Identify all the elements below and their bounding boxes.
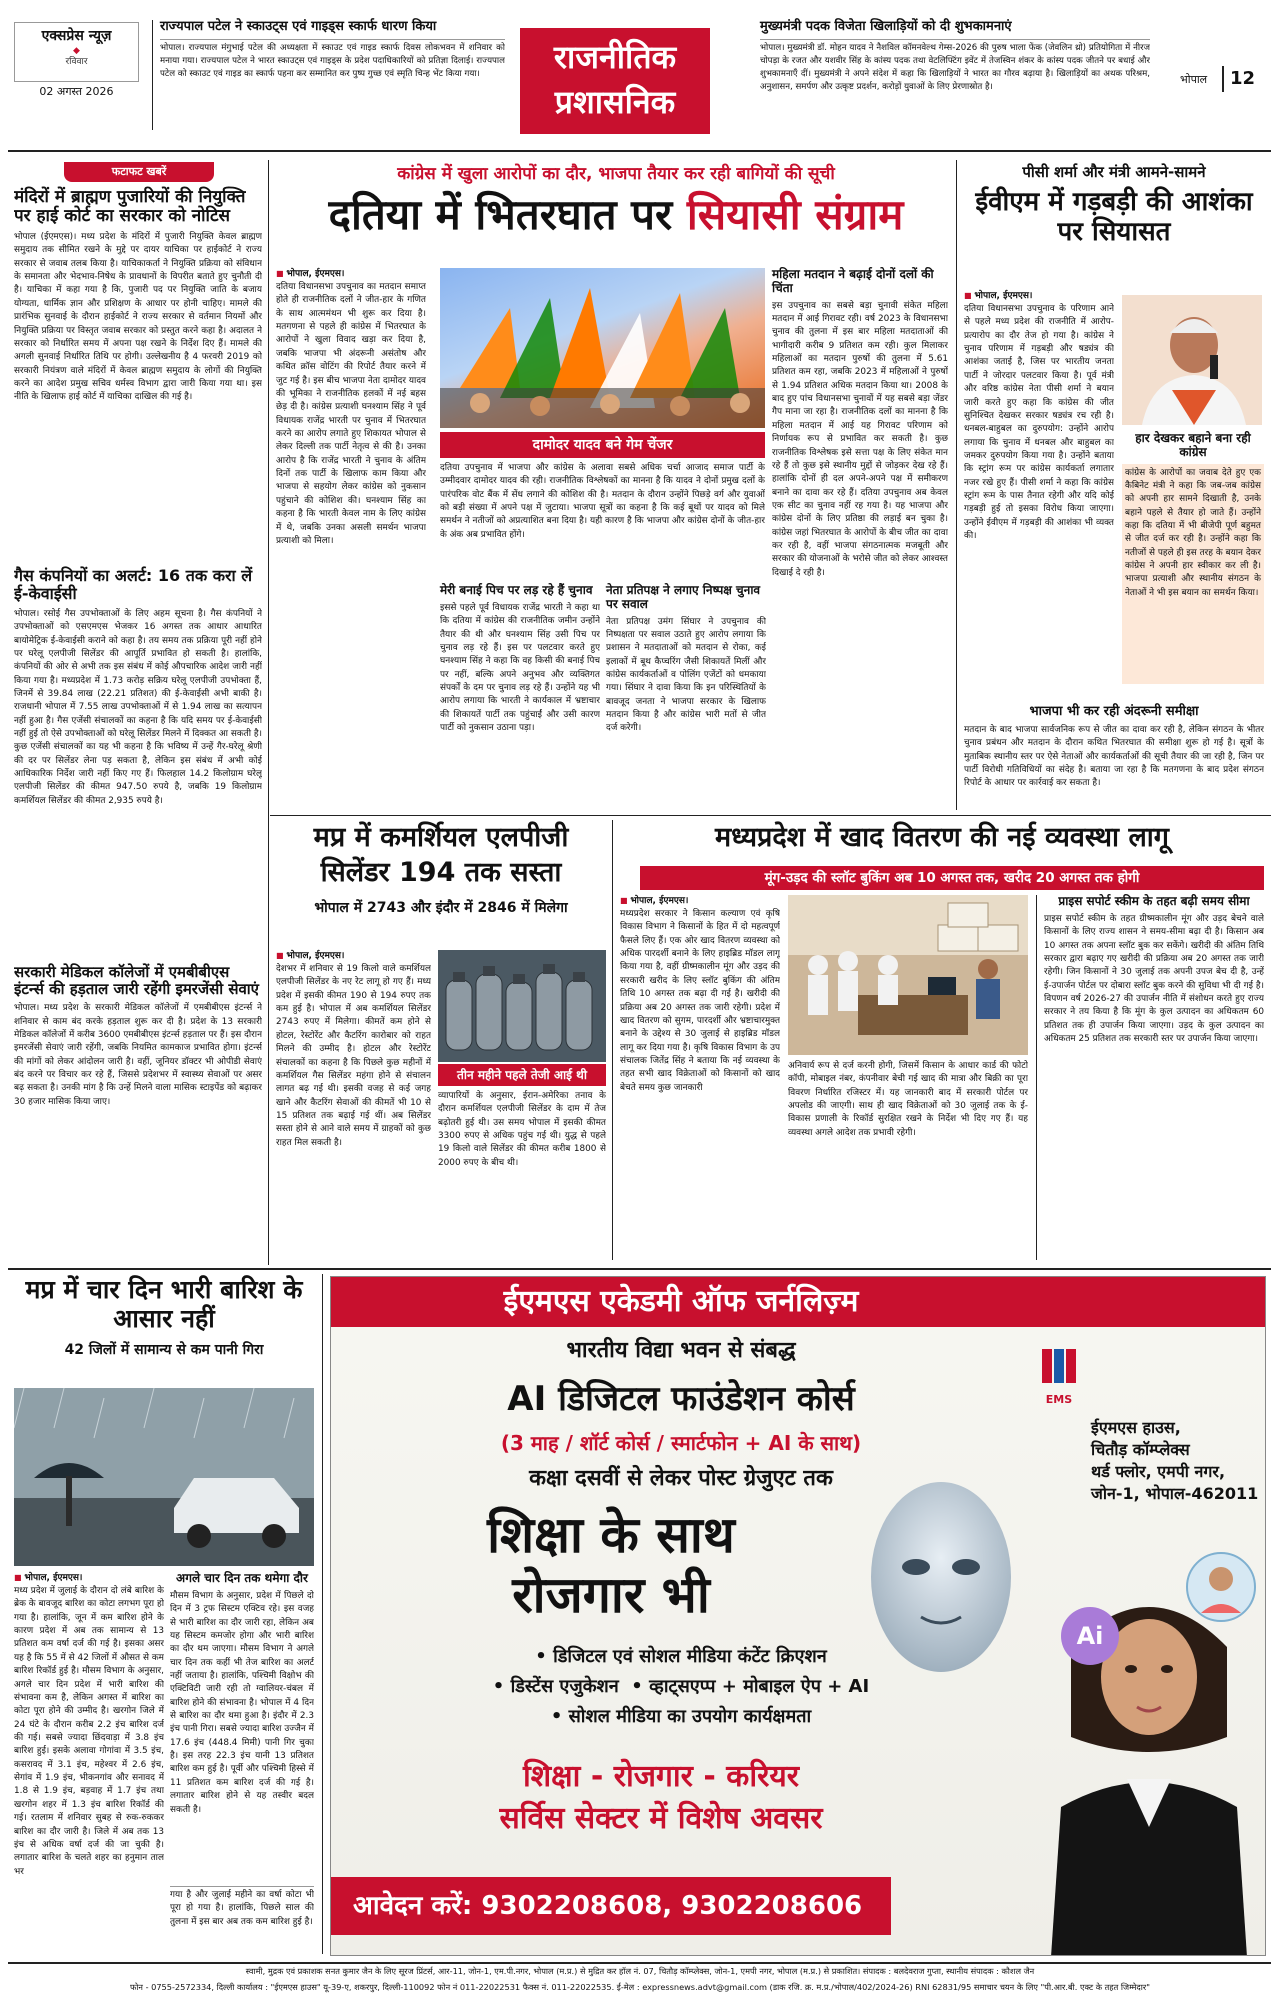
ad-address-3: थर्ड फ्लोर, एमपी नगर,: [1091, 1462, 1226, 1481]
bullet-icon: •: [492, 1676, 511, 1697]
ems-academy-ad: [330, 1276, 1266, 1956]
brief-governor: [160, 18, 505, 102]
rain-dateline: ■ भोपाल, ईएमएस।: [14, 1572, 164, 1585]
evm-text: दतिया विधानसभा उपचुनाव के परिणाम आने से पहले मध्य प्रदेश की राजनीति में आरोप-प्रत्यारोप का दौर तेज हो गया है। कांग्रेस ने चुनाव परिणाम में गड़बड़ी और षड्यंत्र की आशंका जताई है, जिस पर भारतीय जनता पार्टी ने जोरदार पलटवार किया है। पूर्व मंत्री और वरिष्ठ कांग्रेस नेता पीसी शर्मा ने बयान जारी करते हुए कहा कि कांग्रेस की जीत सुनिश्चित देखकर सरकार षड्यंत्र रच रही है। धनबल-बाहुबल का दुरुपयोग: उन्होंने आरोप लगाया कि चुनाव में धनबल और बाहुबल का जमकर दुरुपयोग किया गया है। उन्होंने बताया कि स्ट्रांग रूम पर कांग्रेस कार्यकर्ता लगातार नजर रखे हुए हैं। पीसी शर्मा ने कहा कि कांग्रेस स्ट्रांग रूम के पास तैनात रहेगी और यदि कोई गड़बड़ी हुई तो इसका विरोध किया जाएगा। उन्होंने ईवीएम में गड़बड़ी की आशंका भी व्यक्त की।: [964, 304, 1114, 542]
rainy-street-illustration: [14, 1388, 314, 1566]
ad-phones[interactable]: 9302208608, 9302208606: [481, 1891, 863, 1921]
datia-sub3-text: इस उपचुनाव का सबसे बड़ा चुनावी संकेत महिला मतदान में आई गिरावट रही। वर्ष 2023 के विधानसभा चुनाव की तुलना में इस बार महिला मतदाताओं की भागीदारी करीब 9 प्रतिशत कम रही। कुल मिलाकर महिलाओं का मतदान पुरुषों की तुलना में 5.61 प्रतिशत कम रहा, जबकि 2023 में महिलाओं ने पुरुषों से 1.94 प्रतिशत अधिक मतदान किया था। 2008 के बाद हुए पांच विधानसभा चुनावों में यह सबसे बड़ा जेंडर गैप माना जा रहा है। राजनीतिक दलों का मानना है कि महिला मतदान में आई यह गिरावट परिणाम को निर्णायक रूप से प्रभावित कर सकती है। कुछ राजनीतिक विश्लेषक इसे सत्ता पक्ष के लिए संकेत मान रहे हैं तो कुछ इसे स्थानीय मुद्दों से जोड़कर देख रहे हैं। हालांकि दोनों ही दल अपने-अपने पक्ष में समीकरण बनाने का दावा कर रहे हैं। दतिया उपचुनाव अब केवल एक सीट का चुनाव नहीं रह गया है। यह भाजपा और कांग्रेस दोनों के लिए प्रतिष्ठा की लड़ाई बन चुका है। कांग्रेस जहां भितरघात के आरोपों के बीच जीत का दावा कर रही है, वहीं भाजपा संगठनात्मक मजबूती और सरकार की योजनाओं के भरोसे जीत को लेकर आश्वस्त दिखाई दे रही है।: [772, 300, 948, 578]
price-support-text: प्राइस सपोर्ट स्कीम के तहत ग्रीष्मकालीन मूंग और उड़द बेचने वाले किसानों के लिए राज्य शासन ने समय-सीमा बढ़ा दी है। किसान अब 10 अगस्त तक अपना स्लॉट बुक कर सकेंगे। खरीदी की अंतिम तिथि सरकार द्वारा बढ़ाए गए खरीदी की प्रक्रिया अब 20 अगस्त तक जारी रहेगी। जिन किसानों ने 30 जुलाई तक अपनी उपज बेच दी है, उन्हें ई-उपार्जन पोर्टल पर दोबारा स्लॉट बुक करने की सुविधा भी दी गई है। विपणन वर्ष 2026-27 की उपार्जन नीति में संशोधन करते हुए राज्य सरकार ने तय किया है कि मूंग के कुल उत्पादन का अधिकतम 60 प्रतिशत तक ही उपार्जन किया जाएगा। उड़द के कुल उत्पादन का अधिकतम 25 प्रतिशत तक सरकारी स्तर पर उपार्जन किया जाएगा।: [1044, 913, 1264, 1045]
datia-dateline: ■ भोपाल, ईएमएस।: [276, 268, 426, 281]
fertilizer-queue-illustration: [788, 895, 1028, 1055]
bullet-icon: •: [535, 1646, 554, 1667]
fertilizer-banner: मूंग-उड़द की स्लॉट बुकिंग अब 10 अगस्त तक, खरीद 20 अगस्त तक होगी: [640, 866, 1264, 890]
datia-sub1-head: मेरी बनाई पिच पर लड़ रहे हैं चुनाव: [440, 583, 593, 597]
imprint-line-2: फोन - 0755-2572334, दिल्ली कार्यालय : "ईएमएस हाउस" यू-39-ए, शकरपुर, दिल्ली-110092 फोन नं 011-22022531 फैक्स नं. 011-22022535. ई-मेल : expressnews.advt@gmail.com (डाक रजि. क्र. म.प्र./भोपाल/402/2024-26) RNI 62831/95 समाचार चयन के लिए "पी.आर.बी. एक्ट के तहत जिम्मेदार": [129, 1982, 1150, 1992]
ai-badge-text: Ai: [1076, 1622, 1104, 1650]
brief-governor-head: राज्यपाल पटेल ने स्काउट्स एवं गाइड्स स्कार्फ धारण किया: [160, 18, 505, 40]
gas-text: भोपाल। रसोई गैस उपभोक्ताओं के लिए अहम सूचना है। गैस कंपनियों ने उपभोक्ताओं को एसएमएस भेजकर 16 अगस्त तक आधार आधारित बायोमेट्रिक ई-केवाईसी कराने को कहा है। तय समय तक प्रक्रिया पूरी नहीं होने पर घरेलू एलपीजी सिलेंडर की आपूर्ति प्रभावित हो सकती है। हालांकि, कंपनियों की ओर से अभी तक इस संबंध में कोई औपचारिक आदेश जारी नहीं किया गया है। मध्यप्रदेश में 1.73 करोड़ सक्रिय घरेलू एलपीजी उपभोक्ता हैं, जिनमें से 39.84 लाख (22.21 प्रतिशत) की ई-केवाईसी अभी बाकी है। राजधानी भोपाल में 7.55 लाख उपभोक्ताओं में से 1.94 लाख का सत्यापन नहीं हुआ है। गैस एजेंसी संचालकों का कहना है कि यदि समय पर ई-केवाईसी नहीं हुई तो ऐसे उपभोक्ताओं को घरेलू सिलेंडर मिलने में दिक्कत आ सकती है। कुछ एजेंसी संचालकों का यह भी कहना है कि भविष्य में उन्हें गैर-घरेलू श्रेणी की दर पर सिलेंडर लेना पड़ सकता है, लेकिन इस संबंध में अभी कोई आधिकारिक निर्देश जारी नहीं किए गए हैं। फिलहाल 14.2 किलोग्राम घरेलू एलपीजी सिलेंडर की कीमत 947.50 रुपये है, जबकि 19 किलोग्राम कमर्शियल सिलेंडर की कीमत 2,935 रुपये है।: [14, 608, 262, 806]
datia-headline: [276, 187, 956, 243]
masthead: [0, 0, 1279, 138]
fertilizer-dateline: ■ भोपाल, ईएमएस।: [620, 895, 780, 908]
datia-headline-black: दतिया में भितरघात पर: [328, 189, 673, 239]
evm-sub-text: कांग्रेस के आरोपों का जवाब देते हुए एक कैबिनेट मंत्री ने कहा कि जब-जब कांग्रेस को अपनी हार सामने दिखाती है, उनके बहाने पहले से तैयार हो जाते हैं। उन्होंने कहा कि दतिया में भी बीजेपी पूर्ण बहुमत से जीत दर्ज कर रही है। उन्होंने कहा कि नतीजों से पहले ही इस तरह के बयान देकर कांग्रेस ने अपनी हार स्वीकार कर ली है। भाजपा प्रत्याशी और स्थानीय संगठन के नेताओं ने भी इस बयान का समर्थन किया।: [1122, 464, 1264, 684]
datia-photo-caption: दामोदर यादव बने गेम चेंजर: [440, 432, 765, 458]
datia-sub2-text: नेता प्रतिपक्ष उमंग सिंघार ने उपचुनाव की निष्पक्षता पर सवाल उठाते हुए आरोप लगाया कि प्रशासन ने मतदाताओं को मतदान से रोका, कई इलाकों में बूथ कैप्चरिंग जैसी शिकायतें मिलीं और कांग्रेस कार्यकर्ताओं व पोलिंग एजेंटों को धमकाया गया। सिंघार ने दावा किया कि इन परिस्थितियों के बावजूद जनता ने भाजपा सरकार के खिलाफ मतदान किया है और कांग्रेस भारी मतों से जीत दर्ज करेगी।: [606, 616, 766, 734]
price-support-head: प्राइस सपोर्ट स्कीम के तहत बढ़ी समय सीमा: [1058, 894, 1250, 908]
datia-sub2-head: नेता प्रतिपक्ष ने लगाए निष्पक्ष चुनाव पर सवाल: [606, 583, 761, 611]
datia-text-1: दतिया विधानसभा उपचुनाव का मतदान समाप्त होते ही राजनीतिक दलों ने जीत-हार के गणित के साथ आत्ममंथन भी शुरू कर दिया है। मतगणना से पहले ही कांग्रेस में भितरघात के आरोपों ने खुला विवाद खड़ा कर दिया है, जबकि भाजपा भी अंदरूनी असंतोष और कथित क्रॉस वोटिंग की रिपोर्ट तैयार करने में जुट गई है। इस बीच भाजपा नेता दामोदर यादव की भूमिका ने राजनीतिक हलकों में नई बहस छेड़ दी है। कांग्रेस प्रत्याशी घनश्याम सिंह ने पूर्व विधायक राजेंद्र भारती पर चुनाव में भितरघात करने का आरोप लगाते हुए शिकायत भोपाल से लेकर दिल्ली तक पार्टी नेतृत्व से की है। उनका आरोप है कि राजेंद्र भारती ने चुनाव के अंतिम दिनों तक पार्टी के खिलाफ काम किया और भाजपा से सहयोग लेकर कांग्रेस को नुकसान पहुंचाने की कोशिश की। घनश्याम सिंह का कहना है कि भारती केवल नाम के लिए कांग्रेस में थे, जबकि उनका असली समर्थन भाजपा प्रत्याशी को मिला।: [276, 282, 426, 546]
page-number: 12: [1222, 66, 1255, 92]
ems-logo: [1036, 1347, 1082, 1407]
rain-headline: मप्र में चार दिन भारी बारिश के आसार नहीं: [25, 1275, 303, 1333]
rain-sub-head: अगले चार दिन तक थमेगा दौर: [176, 1571, 308, 1585]
medical-text: भोपाल। मध्य प्रदेश के सरकारी मेडिकल कॉलेजों में एमबीबीएस इंटर्न्स ने शनिवार से काम बंद करके हड़ताल शुरू कर दी है। प्रदेश के 13 सरकारी मेडिकल कॉलेजों में करीब 3600 एमबीबीएस इंटर्न्स हड़ताल पर हैं। इस दौरान इमरजेंसी सेवाएं जारी रहेंगी, जबकि नियमित कामकाज प्रभावित होगा। इंटर्न्स की मांगों को लेकर आंदोलन जारी है। वहीं, जूनियर डॉक्टर भी ओपीडी सेवाएं बंद करने पर विचार कर रहे हैं, जिससे प्रदेशभर में स्वास्थ्य सेवाओं पर असर बढ़ सकता है। उनकी मांग है कि उन्हें मिलने वाला मासिक स्टाइपेंड को बढ़ाकर 30 हजार मासिक किया जाए।: [14, 1003, 262, 1107]
quick-news-label: फटाफट खबरें: [64, 162, 214, 182]
ad-feature-1: डिजिटल एवं सोशल मीडिया कंटेंट क्रिएशन: [553, 1646, 827, 1667]
bjp-review-text: मतदान के बाद भाजपा सार्वजनिक रूप से जीत का दावा कर रही है, लेकिन संगठन के भीतर चुनाव प्रबंधन और मतदान के दौरान कथित भितरघात की समीक्षा शुरू हो गई है। सूत्रों के मुताबिक स्थानीय स्तर पर ऐसे नेताओं और कार्यकर्ताओं की सूची तैयार की जा रही है, जिन पर पार्टी विरोधी गतिविधियों का संदेह है। बताया जा रहा है कि मतगणना के बाद प्रदेश संगठन रिपोर्ट के आधार पर कार्रवाई कर सकता है।: [964, 724, 1264, 789]
ems-logo-text: EMS: [1045, 1392, 1073, 1406]
rain-subhead: 42 जिलों में सामान्य से कम पानी गिरा: [64, 1341, 264, 1358]
evm-kicker: पीसी शर्मा और मंत्री आमने-सामने: [1022, 163, 1206, 181]
lpg-photo-caption: तीन महीने पहले तेजी आई थी: [438, 1064, 606, 1086]
lpg-subhead: भोपाल में 2743 और इंदौर में 2846 में मिलेगा: [314, 900, 568, 917]
ad-slogan-1: शिक्षा - रोजगार - करियर: [522, 1759, 800, 1794]
brief-governor-text: भोपाल। राज्यपाल मंगुभाई पटेल की अध्यक्षता में स्काउट एवं गाइड स्कार्फ दिवस लोकभवन में शनिवार को मनाया गया। राज्यपाल पटेल ने भारत स्काउट्स एवं गाइड्स के प्रदेश पदाधिकारियों को प्रतिज्ञा दिलाई। राज्यपाल पटेल को स्काउट एवं गाइड का स्कार्फ पहना कर सम्मानित कर पुष्प गुच्छ एवं स्मृति चिन्ह भेंट किया गया।: [160, 42, 505, 79]
lpg-text: देशभर में शनिवार से 19 किलो वाले कमर्शियल एलपीजी सिलेंडर के नए रेट लागू हो गए हैं। मध्य प्रदेश में इसकी कीमत 190 से 194 रुपए तक कम हुई है। भोपाल में अब कमर्शियल सिलेंडर 2743 रुपए में मिलेगा। कीमतें कम होने से होटल, रेस्टोरेंट और कैटरिंग कारोबार को राहत मिलने की उम्मीद है। होटल और रेस्टोरेंट संचालकों का कहना है कि पिछले कुछ महीनों में कमर्शियल गैस सिलेंडर महंगा होने से संचालन लागत बढ़ गई थी। इसकी वजह से कई जगह खाने और कैटरिंग सेवाओं की कीमतें भी 10 से 15 प्रतिशत तक बढ़ाई गई थीं। अब सिलेंडर सस्ता होने से आने वाले समय में ग्राहकों को कुछ राहत मिल सकती है।: [276, 964, 431, 1148]
ad-address-1: ईएमएस हाउस,: [1091, 1418, 1181, 1437]
fertilizer-text-1: मध्यप्रदेश सरकार ने किसान कल्याण एवं कृषि विकास विभाग ने किसानों के हित में दो महत्वपूर्ण फैसले लिए हैं। एक ओर खाद वितरण व्यवस्था को अधिक पारदर्शी बनाने के लिए हाइब्रिड मॉडल लागू किया गया है, वहीं ग्रीष्मकालीन मूंग और उड़द की सरकारी खरीद के लिए स्लॉट बुकिंग की अंतिम तिथि 10 अगस्त तक बढ़ा दी गई है। खरीदी की प्रक्रिया अब 20 अगस्त तक जारी रहेगी। प्रदेश में खाद वितरण को सुगम, पारदर्शी और भ्रष्टाचारमुक्त बनाने के उद्देश्य से 30 जुलाई से हाइब्रिड मॉडल लागू कर दिया गया है। कृषि विकास विभाग के उप संचालक जितेंद्र सिंह ने बताया कि नई व्यवस्था के तहत सभी खाद विक्रेताओं को किसानों को खाद बेचते समय कुछ जानकारी: [620, 909, 780, 1093]
evm-story: [964, 162, 1264, 248]
lpg-dateline: ■ भोपाल, ईएमएस।: [276, 950, 431, 963]
medical-headline: सरकारी मेडिकल कॉलेजों में एमबीबीएस इंटर्न्स की हड़ताल जारी रहेंगी इमरजेंसी सेवाएं: [14, 962, 259, 999]
lpg-headline-2: सिलेंडर 194 तक सस्ता: [320, 857, 562, 889]
evm-headline: ईवीएम में गड़बड़ी की आशंका पर सियासत: [975, 186, 1253, 247]
datia-sub3-head: महिला मतदान ने बढ़ाई दोनों दलों की चिंता: [772, 267, 934, 295]
lpg-story: [276, 822, 606, 918]
ad-address-2: चितौड़ कॉम्प्लेक्स: [1091, 1440, 1190, 1459]
gas-cylinders-illustration: [438, 950, 606, 1062]
fertilizer-headline: मध्यप्रदेश में खाद वितरण की नई व्यवस्था लागू: [715, 822, 1169, 853]
fertilizer-text-2: अनिवार्य रूप से दर्ज करनी होगी, जिसमें किसान के आधार कार्ड की फोटो कॉपी, मोबाइल नंबर, कंपनीवार बेची गई खाद की मात्रा और बिक्री का पूरा विवरण निर्धारित रजिस्टर में। यह जानकारी बाद में सरकारी पोर्टल पर अपलोड की जाएगी। साथ ही खाद विक्रेताओं को 30 जुलाई तक के ई-विकास प्रणाली के रिकॉर्ड सुरक्षित रखने के निर्देश भी दिए गए हैं। यह व्यवस्था अगले आदेश तक प्रभावी रहेगी।: [788, 1061, 1028, 1138]
brief-cm: [760, 18, 1150, 142]
ai-badge: [1061, 1607, 1119, 1665]
lpg-text-2: व्यापारियों के अनुसार, ईरान-अमेरिका तनाव के दौरान कमर्शियल एलपीजी सिलेंडर के दाम में तेज बढ़ोतरी हुई थी। उस समय भोपाल में इसकी कीमत 3300 रुपए से अधिक पहुंच गई थी। युद्ध से पहले 19 किलो वाले सिलेंडर की कीमत करीब 1800 से 2000 रुपए के बीच थी।: [438, 1091, 606, 1168]
datia-headline-red: सियासी संग्राम: [686, 189, 904, 239]
evm-sub-head: हार देखकर बहाने बना रही कांग्रेस: [1135, 431, 1251, 459]
datia-sub1-text: इससे पहले पूर्व विधायक राजेंद्र भारती ने कहा था कि दतिया में कांग्रेस की राजनीतिक जमीन उन्होंने तैयार की थी और घनश्याम सिंह उसी पिच पर चुनाव लड़ रहे हैं। इस पर पलटवार करते हुए घनश्याम सिंह ने कहा कि वह किसी की बनाई पिच पर नहीं, बल्कि अपने अनुभव और व्यक्तिगत संपर्कों के दम पर चुनाव लड़ रहे हैं। उन्होंने यह भी आरोप लगाया कि भारती ने कार्यकाल में भ्रष्टाचार की शिकायतें पार्टी तक पहुंचाईं और उसी कारण पार्टी को नुकसान उठाना पड़ा।: [440, 602, 600, 734]
ad-slogan-2: सर्विस सेक्टर में विशेष अवसर: [499, 1801, 823, 1836]
brief-cm-text: भोपाल। मुख्यमंत्री डॉ. मोहन यादव ने नैशविल कॉमनवेल्थ गेम्स-2026 की पुरुष भाला फेंक (जेवलिन थ्रो) प्रतियोगिता में नीरज चोपड़ा के रजत और यशवीर सिंह के कांस्य पदक तथा वेटलिफ्टिंग इवेंट में तेजस्विन शंकर के कांस्य पदक जीतने पर बधाई और शुभकामनाएँ दीं। मुख्यमंत्री ने अपने संदेश में कहा कि खिलाड़ियों ने भारत का गौरव बढ़ाया है। खिलाड़ियों का अथक परिश्रम, अनुशासन, समर्पण और उत्कृष्ट प्रदर्शन, करोड़ों युवाओं के लिए प्रेरणास्रोत है।: [760, 42, 1150, 92]
brand-diamond-icon: ◆: [73, 46, 80, 57]
brand-name: एक्सप्रेस न्यूज़: [41, 28, 112, 44]
ad-eligibility: कक्षा दसवीं से लेकर पोस्ट ग्रेजुएट तक: [529, 1466, 833, 1491]
page-city: भोपाल: [1180, 73, 1208, 86]
rain-story: [14, 1276, 314, 1360]
speaker-portrait-illustration: [1122, 295, 1262, 425]
imprint-line-1: स्वामी, मुद्रक एवं प्रकाशक सनत कुमार जैन के लिए सूरज प्रिंटर्स, आर-11, जोन-1, एम.पी.नगर, भोपाल (म.प्र.) से मुद्रित कर हॉल नं. 07, चितौड़ कॉम्प्लेक्स, जोन-1, एमपी नगर, भोपाल (म.प्र.) से प्रकाशित। संपादक : बलदेवराज गुप्ता, स्थानीय संपादक : कौशल जैन: [245, 1966, 1035, 1976]
bullet-icon: •: [550, 1706, 569, 1727]
ad-course: AI डिजिटल फाउंडेशन कोर्स: [507, 1379, 855, 1419]
ad-feature-2: डिस्टेंस एजुकेशन: [510, 1676, 619, 1697]
section-line2: प्रशासनिक: [554, 83, 676, 121]
rain-text: मध्य प्रदेश में जुलाई के दौरान दो लंबे बारिश के ब्रेक के बावजूद बारिश का कोटा लगभग पूरा हो गया है। हालांकि, जून में कम बारिश होने के कारण प्रदेश में अब तक सामान्य से 13 प्रतिशत कम वर्षा दर्ज की गई है। इसका असर यह है कि 55 में से 42 जिलों में औसत से कम बारिश रिकॉर्ड हुई है। मौसम विभाग के अनुसार, अगले चार दिन प्रदेश में भारी बारिश की संभावना कम है, लेकिन अगस्त में बारिश का कोटा पूरा होने की उम्मीद है। खरगोन जिले में 24 घंटे के दौरान करीब 2.2 इंच बारिश दर्ज की गई। सबसे ज्यादा छिंदवाड़ा में 3.8 इंच बारिश हुई। इसके अलावा गोगांवा में 3.5 इंच, कसरावद में 3.1 इंच, महेश्वर में 2.6 इंच, सेगांव में 1.9 इंच, भीकनगांव और सनावद में 1.8 से 1.9 इंच, बड़वाह में 1.7 इंच तथा खरगोन शहर में 1.3 इंच बारिश रिकॉर्ड की गई। रतलाम में शनिवार सुबह से रुक-रुककर बारिश का दौर जारी है। जिले में अब तक 13 इंच से अधिक वर्षा दर्ज की जा चुकी है। लगातार बारिश के चलते शहर का हनुमान ताल भर: [14, 1586, 164, 1877]
bullet-icon: •: [631, 1676, 650, 1697]
ad-tagline-1: शिक्षा के साथ: [487, 1506, 735, 1564]
evm-dateline: ■ भोपाल, ईएमएस।: [964, 290, 1114, 303]
fertilizer-distribution-photo: [788, 895, 1028, 1055]
ad-feature-4: सोशल मीडिया का उपयोग कार्यक्षमता: [568, 1706, 812, 1727]
datia-kicker: कांग्रेस में खुला आरोपों का दौर, भाजपा तैयार कर रही बागियों की सूची: [397, 164, 835, 184]
ad-woman-illustration: [1031, 1527, 1266, 1956]
ad-duration: (3 माह / शॉर्ट कोर्स / स्मार्टफोन + AI के साथ): [500, 1431, 862, 1455]
ad-tagline-2: रोजगार भी: [512, 1566, 710, 1624]
rain-street-photo: [14, 1388, 314, 1566]
pc-sharma-photo: [1122, 295, 1262, 425]
rain-text-tail: गया है और जुलाई महीने का वर्षा कोटा भी पूरा हो गया है। हालांकि, पिछले साल की तुलना में इस बार अब तक कम बारिश हुई है।: [170, 1886, 314, 1942]
ad-address-4: जोन-1, भोपाल-462011: [1091, 1484, 1259, 1503]
priest-headline: मंदिरों में ब्राह्मण पुजारियों की नियुक्ति पर हाई कोर्ट का सरकार को नोटिस: [14, 186, 246, 227]
ad-title: ईएमएस एकेडमी ऑफ जर्नलिज़्म: [503, 1284, 859, 1319]
ad-apply-label: आवेदन करें:: [353, 1891, 473, 1921]
fertilizer-story: [620, 822, 1264, 853]
brief-cm-head: मुख्यमंत्री पदक विजेता खिलाड़ियों को दी शुभकामनाएं: [760, 18, 1150, 40]
rain-sub-text: मौसम विभाग के अनुसार, प्रदेश में पिछले दो दिन में 3 ट्रफ सिस्टम एक्टिव रहे। इस वजह से भारी बारिश का दौर जारी रहा, लेकिन अब यह सिस्टम कमजोर होगा और भारी बारिश का दौर थम जाएगा। मौसम विभाग ने अगले चार दिन तक कहीं भी तेज बारिश का अलर्ट नहीं जताया है। हालांकि, पश्चिमी विक्षोभ की एक्टिविटी जारी रही तो ग्वालियर-चंबल में बारिश होने की संभावना है। भोपाल में 4 दिन से बारिश का दौर थमा हुआ है। इंदौर में 2.3 इंच पानी गिरा। सबसे ज्यादा बारिश उज्जैन में 17.6 इंच (448.4 मिमी) पानी गिर चुका है। इस तरह 22.3 इंच यानी 13 प्रतिशत बारिश कम हुई है। पूर्वी और पश्चिमी हिस्से में 11 प्रतिशत कम बारिश दर्ज की गई है। लगातार बारिश होने से यह तस्वीर बदल सकती है।: [170, 1590, 314, 1815]
section-banner: [520, 28, 710, 134]
priest-text: भोपाल (ईएमएस)। मध्य प्रदेश के मंदिरों में पुजारी नियुक्ति केवल ब्राह्मण समुदाय तक सीमित रखने के मुद्दे पर दायर याचिका पर हाईकोर्ट ने राज्य सरकार से जवाब तलब किया है। याचिकाकर्ता ने नियुक्ति प्रक्रिया को संविधान के समानता और भेदभाव-निषेध के प्रावधानों के विपरीत बताते हुए चुनौती दी है। याचिका में कहा गया है कि, पुजारी पद पर नियुक्ति जाति के बजाय योग्यता, धार्मिक ज्ञान और प्रशिक्षण के आधार पर होनी चाहिए। मामले की प्रारंभिक सुनवाई के दौरान हाईकोर्ट ने राज्य सरकार से वर्तमान नियमों और नियुक्ति प्रक्रिया पर विस्तृत जवाब सरकार को प्रस्तुत करने कहा है। अदालत ने सरकार को निर्धारित समय में अपना पक्ष रखने के निर्देश दिए हैं। मामले की अगली सुनवाई निर्धारित तिथि पर होगी। उल्लेखनीय है 4 फरवरी 2019 को सरकारी नियंत्रण वाले मंदिरों में केवल ब्राह्मण समुदाय के लोगों की नियुक्ति करने का आदेश प्रमुख सचिव धर्मस्व विभाग द्वारा जारी किया गया था। इस नीति के खिलाफ हाई कोर्ट में याचिका दाखिल की गई है।: [14, 232, 262, 403]
datia-rally-photo: [440, 268, 765, 428]
gas-headline: गैस कंपनियों का अलर्ट: 16 तक करा लें ई-केवाईसी: [14, 566, 253, 604]
bjp-review-head: भाजपा भी कर रही अंदरूनी समीक्षा: [1029, 704, 1199, 719]
brand-block: [14, 22, 139, 82]
ems-logo-icon: [1036, 1347, 1082, 1387]
ai-robot-illustration: [851, 1467, 1031, 1697]
ad-address: [1091, 1417, 1261, 1505]
lpg-headline-1: मप्र में कमर्शियल एलपीजी: [313, 822, 569, 853]
section-line1: राजनीतिक: [553, 38, 677, 76]
left-column: [14, 162, 262, 1267]
lpg-cylinders-photo: [438, 950, 606, 1062]
issue-day: रविवार: [65, 57, 88, 68]
party-flags-illustration: [440, 268, 765, 428]
ad-feature-3: व्हाट्सएप्प + मोबाइल ऐप + AI: [649, 1676, 870, 1697]
issue-date: 02 अगस्त 2026: [39, 85, 114, 98]
datia-text-2: दतिया उपचुनाव में भाजपा और कांग्रेस के अलावा सबसे अधिक चर्चा आजाद समाज पार्टी के उम्मीदवार दामोदर यादव की रही। राजनीतिक विश्लेषकों का मानना है कि यादव ने दोनों प्रमुख दलों के पारंपरिक वोट बैंक में सेंध लगाने की कोशिश की है। मतदान के दौरान उन्होंने पिछड़े वर्ग और युवाओं को बड़ी संख्या में अपने पक्ष में जुटाया। भाजपा सूत्रों का कहना है कि कई बूथों पर यादव को मिले समर्थन ने नतीजों को अप्रत्याशित बना दिया है। यही कारण है कि भाजपा और कांग्रेस दोनों के जीत-हार के अंक अब प्रभावित होंगे।: [440, 463, 765, 540]
ad-apply-bar: [331, 1877, 891, 1935]
ad-affiliation: भारतीय विद्या भवन से संबद्ध: [566, 1338, 796, 1363]
